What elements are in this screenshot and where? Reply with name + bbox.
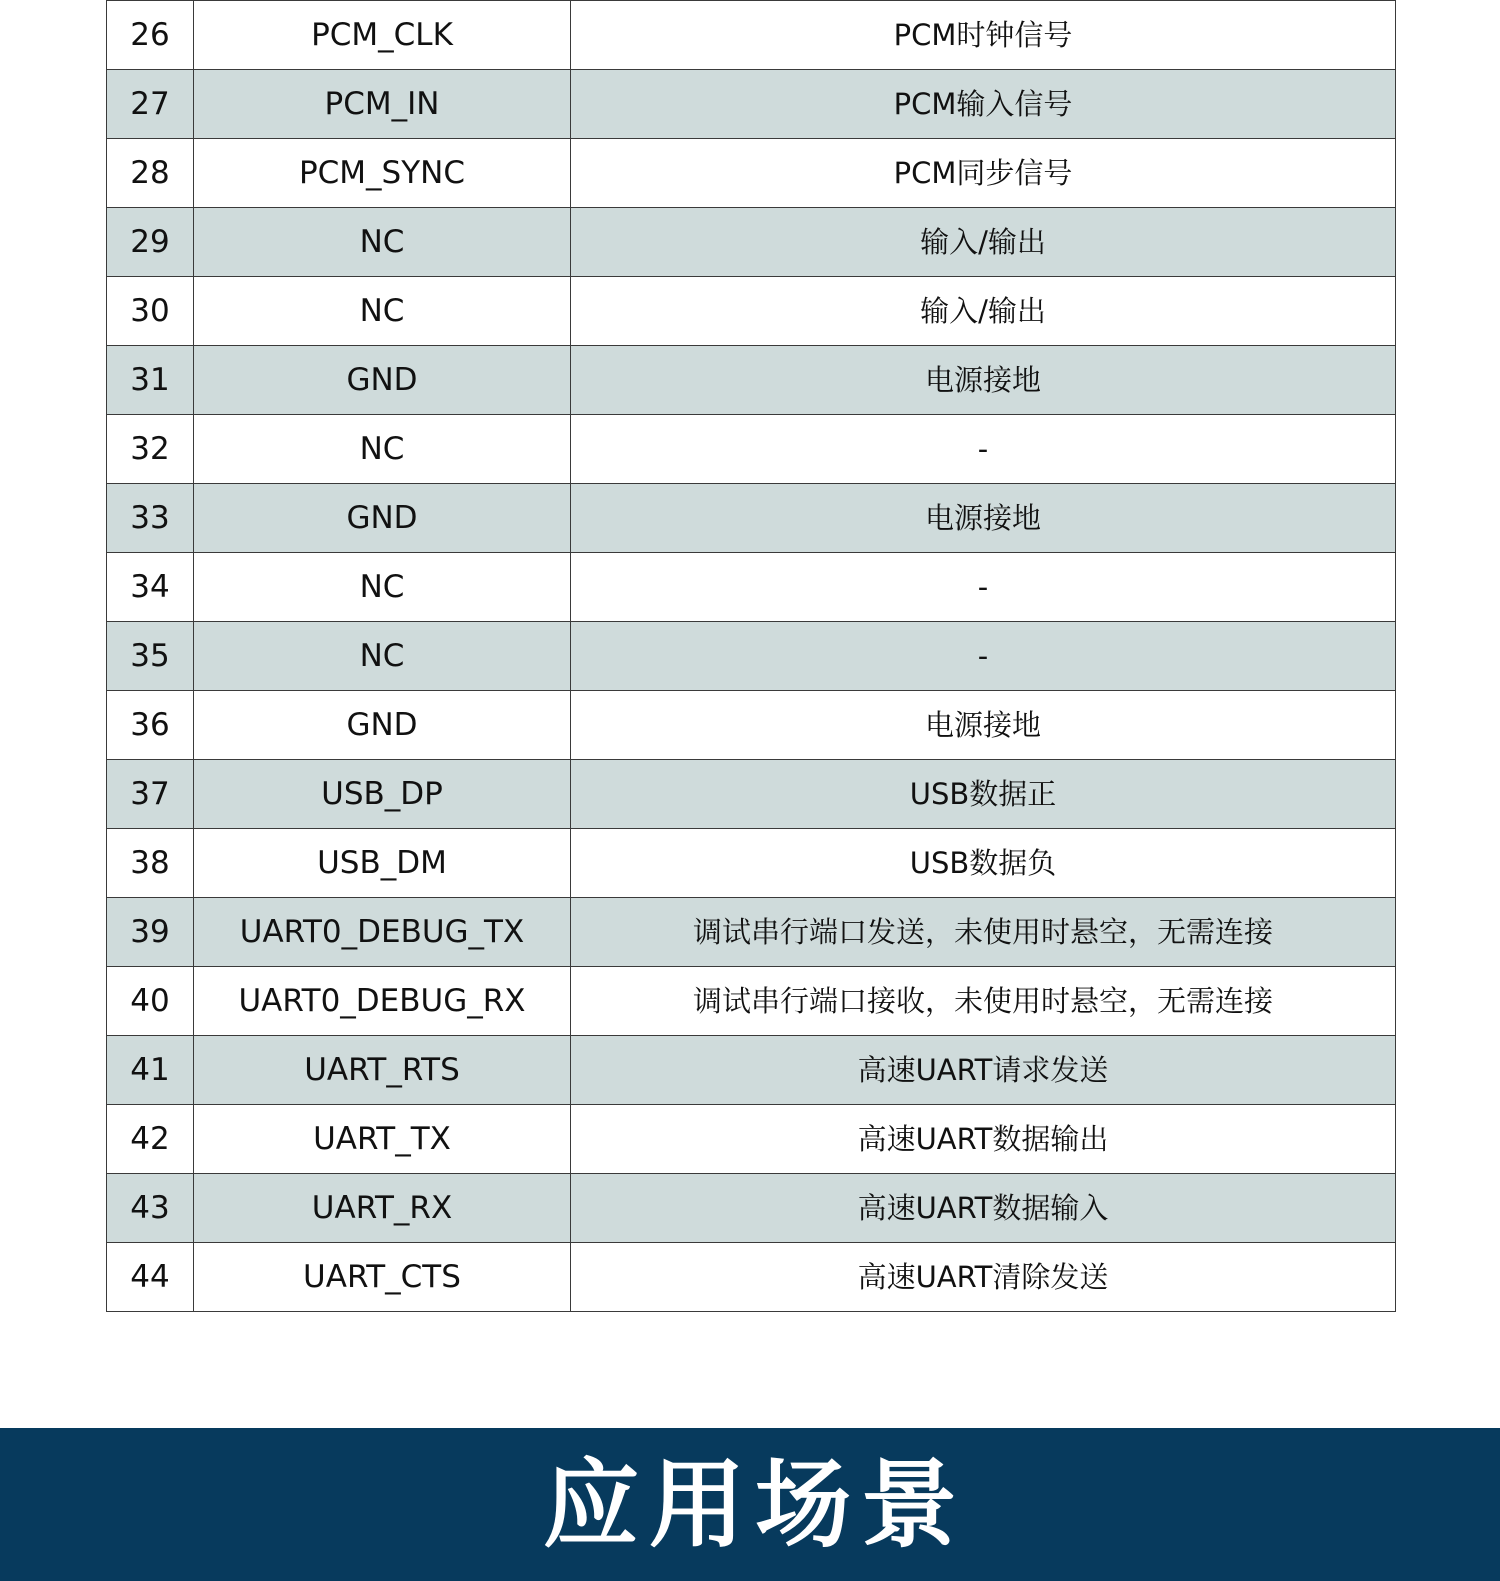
pin-name-cell: GND <box>194 346 571 415</box>
table-row <box>107 1036 1396 1105</box>
pin-name-cell: PCM_SYNC <box>194 139 571 208</box>
table-row <box>107 415 1396 484</box>
pin-number-cell: 30 <box>107 277 194 346</box>
table-row <box>107 760 1396 829</box>
pin-description-cell: 电源接地 <box>571 484 1396 553</box>
pin-number-cell: 38 <box>107 829 194 898</box>
table-row <box>107 1243 1396 1312</box>
table-row <box>107 622 1396 691</box>
pin-name-cell: UART0_DEBUG_RX <box>194 967 571 1036</box>
pin-description-cell: - <box>571 553 1396 622</box>
pin-name-cell: UART0_DEBUG_TX <box>194 898 571 967</box>
pin-name-cell: NC <box>194 622 571 691</box>
pin-description-cell: - <box>571 415 1396 484</box>
pin-description-cell: PCM同步信号 <box>571 139 1396 208</box>
pin-number-cell: 27 <box>107 70 194 139</box>
table-row <box>107 1174 1396 1243</box>
pin-name-cell: NC <box>194 553 571 622</box>
pin-description-cell: 高速UART请求发送 <box>571 1036 1396 1105</box>
pin-description-cell: 高速UART数据输入 <box>571 1174 1396 1243</box>
pin-description-cell: 输入/输出 <box>571 277 1396 346</box>
pin-description-cell: 输入/输出 <box>571 208 1396 277</box>
pin-number-cell: 34 <box>107 553 194 622</box>
pin-name-cell: USB_DP <box>194 760 571 829</box>
table-row <box>107 553 1396 622</box>
pin-number-cell: 29 <box>107 208 194 277</box>
pin-description-cell: 高速UART清除发送 <box>571 1243 1396 1312</box>
pin-name-cell: PCM_IN <box>194 70 571 139</box>
table-row <box>107 139 1396 208</box>
pin-description-cell: 调试串行端口接收，未使用时悬空，无需连接 <box>571 967 1396 1036</box>
pin-name-cell: UART_RX <box>194 1174 571 1243</box>
pin-description-cell: 调试串行端口发送，未使用时悬空，无需连接 <box>571 898 1396 967</box>
pin-name-cell: GND <box>194 691 571 760</box>
pin-description-cell: USB数据正 <box>571 760 1396 829</box>
pin-number-cell: 35 <box>107 622 194 691</box>
pin-number-cell: 36 <box>107 691 194 760</box>
table-row <box>107 70 1396 139</box>
table-row <box>107 829 1396 898</box>
pin-description-cell: 高速UART数据输出 <box>571 1105 1396 1174</box>
table-row <box>107 484 1396 553</box>
pin-number-cell: 44 <box>107 1243 194 1312</box>
table-row <box>107 1105 1396 1174</box>
pin-number-cell: 40 <box>107 967 194 1036</box>
pin-number-cell: 31 <box>107 346 194 415</box>
table-row <box>107 208 1396 277</box>
pin-name-cell: NC <box>194 208 571 277</box>
pin-description-cell: USB数据负 <box>571 829 1396 898</box>
section-title: 应用场景 <box>543 1448 967 1561</box>
pin-name-cell: GND <box>194 484 571 553</box>
pin-table-body <box>107 1 1396 1312</box>
section-banner <box>0 1428 1500 1581</box>
pin-description-cell: 电源接地 <box>571 346 1396 415</box>
pin-name-cell: USB_DM <box>194 829 571 898</box>
pin-name-cell: NC <box>194 415 571 484</box>
pin-number-cell: 42 <box>107 1105 194 1174</box>
pin-description-cell: PCM输入信号 <box>571 70 1396 139</box>
pin-definition-table <box>106 0 1396 1312</box>
pin-number-cell: 28 <box>107 139 194 208</box>
table-row <box>107 277 1396 346</box>
table-row <box>107 346 1396 415</box>
pin-description-cell: PCM时钟信号 <box>571 1 1396 70</box>
pin-number-cell: 26 <box>107 1 194 70</box>
pin-number-cell: 41 <box>107 1036 194 1105</box>
pin-name-cell: NC <box>194 277 571 346</box>
pin-number-cell: 37 <box>107 760 194 829</box>
table-row <box>107 691 1396 760</box>
table-row <box>107 898 1396 967</box>
pin-number-cell: 39 <box>107 898 194 967</box>
pin-description-cell: - <box>571 622 1396 691</box>
pin-number-cell: 43 <box>107 1174 194 1243</box>
table-row <box>107 1 1396 70</box>
pin-name-cell: PCM_CLK <box>194 1 571 70</box>
pin-name-cell: UART_RTS <box>194 1036 571 1105</box>
pin-description-cell: 电源接地 <box>571 691 1396 760</box>
pin-name-cell: UART_TX <box>194 1105 571 1174</box>
pin-number-cell: 33 <box>107 484 194 553</box>
pin-number-cell: 32 <box>107 415 194 484</box>
pin-name-cell: UART_CTS <box>194 1243 571 1312</box>
table-row <box>107 967 1396 1036</box>
